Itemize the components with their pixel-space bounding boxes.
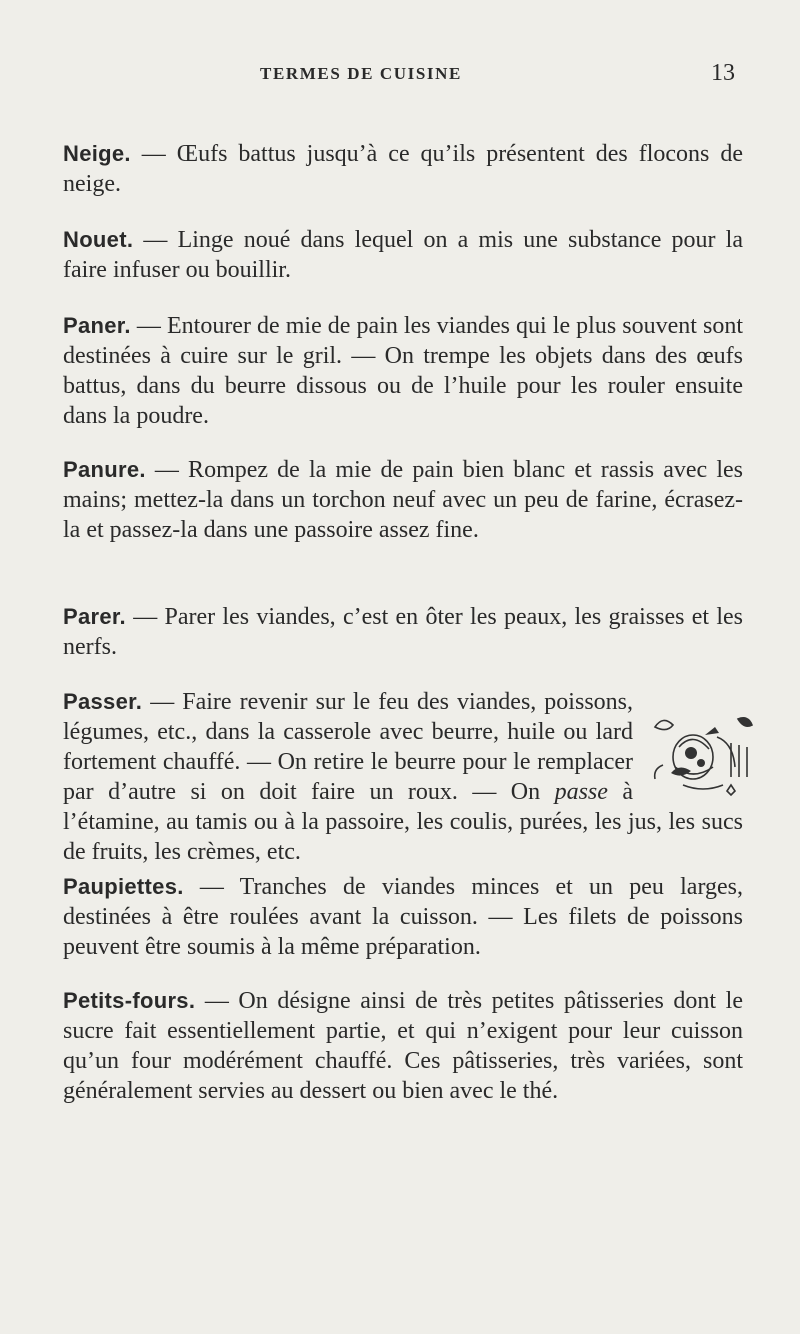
decorative-vignette-icon (643, 707, 763, 799)
running-head (0, 60, 800, 96)
entry-emphasis: passe (554, 779, 608, 805)
entry-text-before: — Faire revenir sur le feu des viandes, poissons, légumes, etc., dans la casserole avec beurre, huile ou lard fortement chauffé. — On retire le beurre pour le remplacer par d’autre si on doit faire un roux. — On (63, 689, 633, 805)
entry-nouet (63, 225, 743, 285)
entry-text: — Linge noué dans lequel on a mis une substance pour la faire infuser ou bouillir. (63, 227, 743, 283)
entry-text: — Parer les viandes, c’est en ôter les peaux, les graisses et les nerfs. (63, 604, 743, 660)
running-title: TERMES DE CUISINE (260, 64, 462, 83)
entry-parer (63, 602, 743, 662)
entry-panure (63, 455, 743, 545)
entry-paner (63, 311, 743, 431)
entry-term: Nouet. (63, 227, 134, 252)
entry-text: — Entourer de mie de pain les viandes qui le plus souvent sont destinées à cuire sur le gril. — On trempe les objets dans des œufs battus, dans du beurre dissous ou de l’huile pour les rouler ensuite dans la poudre. (63, 313, 743, 429)
entry-paupiettes (63, 872, 743, 962)
entry-passer (63, 687, 743, 867)
entry-term: Parer. (63, 604, 126, 629)
entry-term: Passer. (63, 689, 143, 714)
entry-term: Paupiettes. (63, 874, 184, 899)
entry-petits-fours (63, 986, 743, 1106)
entry-term: Paner. (63, 313, 131, 338)
entry-term: Petits-fours. (63, 988, 196, 1013)
page-number: 13 (711, 60, 735, 86)
entry-term: Neige. (63, 141, 131, 166)
entry-term: Panure. (63, 457, 146, 482)
entry-text-after: à l’étamine, au tamis ou à la passoire, les coulis, purées, les jus, les sucs de fruits, les crèmes, etc. (63, 779, 743, 865)
entry-text: — Œufs battus jusqu’à ce qu’ils présentent des flocons de neige. (63, 141, 743, 197)
entry-text: — On désigne ainsi de très petites pâtisseries dont le sucre fait essentiellement partie, et qui n’exigent pour leur cuisson qu’un four modérément chauffé. Ces pâtisseries, très variées, sont généralement servies au dessert ou bien avec le thé. (63, 988, 743, 1104)
entry-text: — Tranches de viandes minces et un peu larges, destinées à être roulées avant la cuisson. — Les filets de poissons peuvent être soumis à la même préparation. (63, 874, 743, 960)
entry-text: — Rompez de la mie de pain bien blanc et rassis avec les mains; mettez-la dans un torchon neuf avec un peu de farine, écrasez-la et passez-la dans une passoire assez fine. (63, 457, 743, 543)
entry-neige (63, 139, 743, 199)
